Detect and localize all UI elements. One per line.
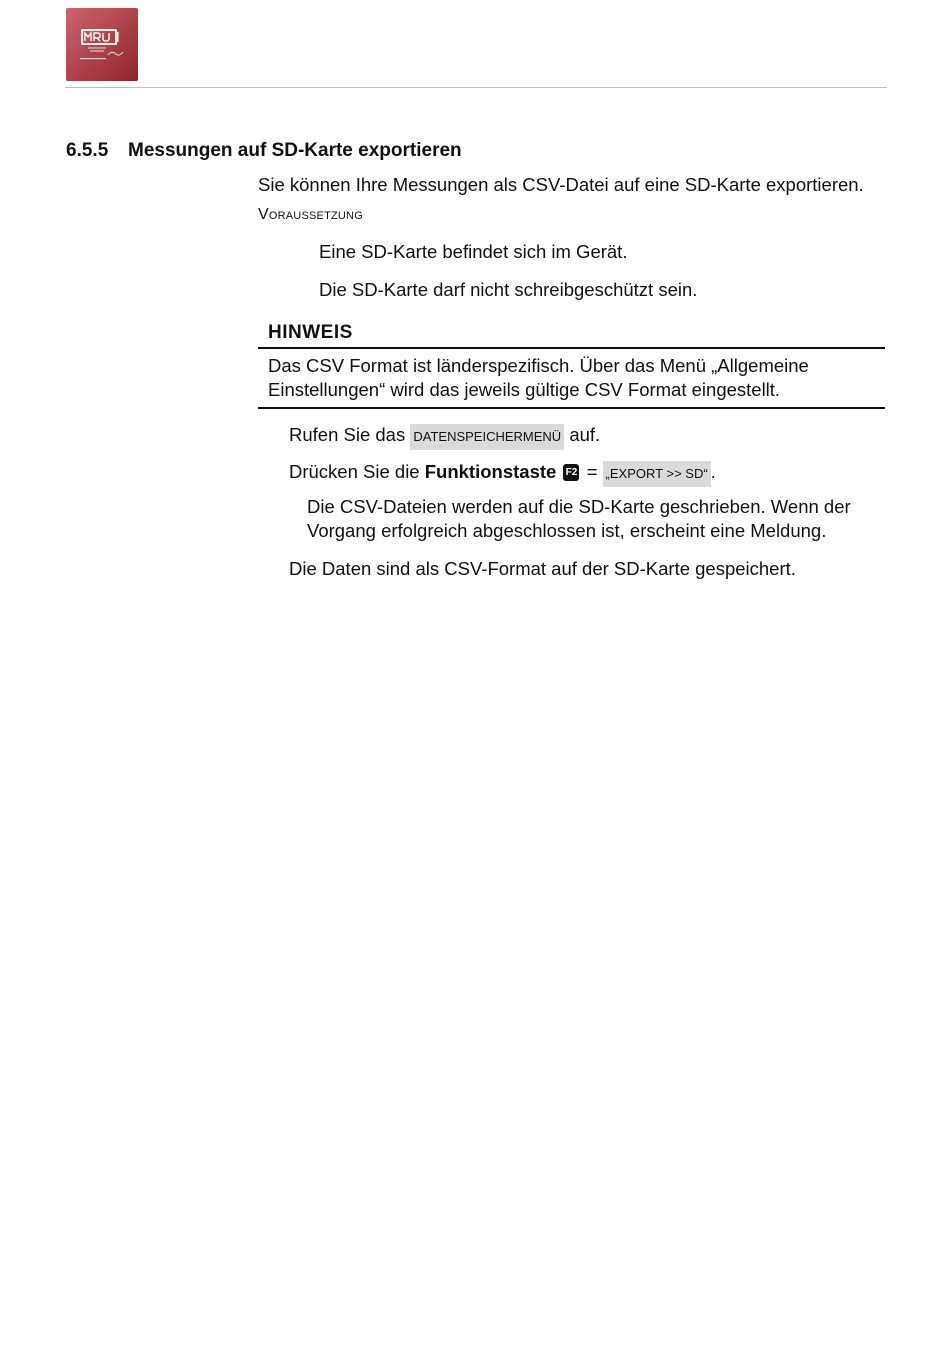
prerequisite-item: Eine SD-Karte befindet sich im Gerät. <box>319 241 628 262</box>
menu-name-datenspeicher: DATENSPEICHERMENÜ <box>410 424 564 450</box>
notice-box <box>258 320 885 408</box>
mru-logo-icon <box>66 8 138 81</box>
step-text: . <box>710 461 716 482</box>
step-result-text: Die CSV-Dateien werden auf die SD-Karte geschrieben. Wenn der Vorgang erfolgreich abgeschlossen ist, erscheint eine Meldung. <box>307 496 851 541</box>
step-open-datastore-menu <box>289 423 600 450</box>
prerequisites-title: Voraussetzung <box>258 206 363 223</box>
section-number: 6.5.5 <box>66 140 109 161</box>
equals-sign: = <box>586 461 598 482</box>
final-result-text: Die Daten sind als CSV-Format auf der SD-Karte gespeichert. <box>289 558 796 579</box>
function-key-label: Funktionstaste <box>424 461 557 482</box>
notice-text: Das CSV Format ist länderspezifisch. Über das Menü „Allgemeine Einstellungen“ wird das jeweils gültige CSV Format eingestellt. <box>268 355 809 400</box>
notice-title: HINWEIS <box>268 322 353 343</box>
f2-key-icon: F2 <box>563 464 579 481</box>
mru-logo <box>66 8 138 81</box>
notice-divider-bottom <box>258 407 885 409</box>
section-title: Messungen auf SD-Karte exportieren <box>128 140 462 161</box>
export-sd-action: „EXPORT >> SD“ <box>603 461 711 487</box>
intro-text: Sie können Ihre Messungen als CSV-Datei auf eine SD-Karte exportieren. <box>258 174 864 195</box>
step-text: Rufen Sie das <box>289 424 406 445</box>
step-text: auf. <box>569 424 601 445</box>
prerequisite-item: Die SD-Karte darf nicht schreibgeschützt sein. <box>319 279 698 300</box>
section-heading <box>66 138 462 164</box>
notice-divider-top <box>258 347 885 349</box>
step-text: Drücken Sie die <box>289 461 420 482</box>
step-press-function-key <box>289 460 716 487</box>
header-divider <box>65 87 887 88</box>
